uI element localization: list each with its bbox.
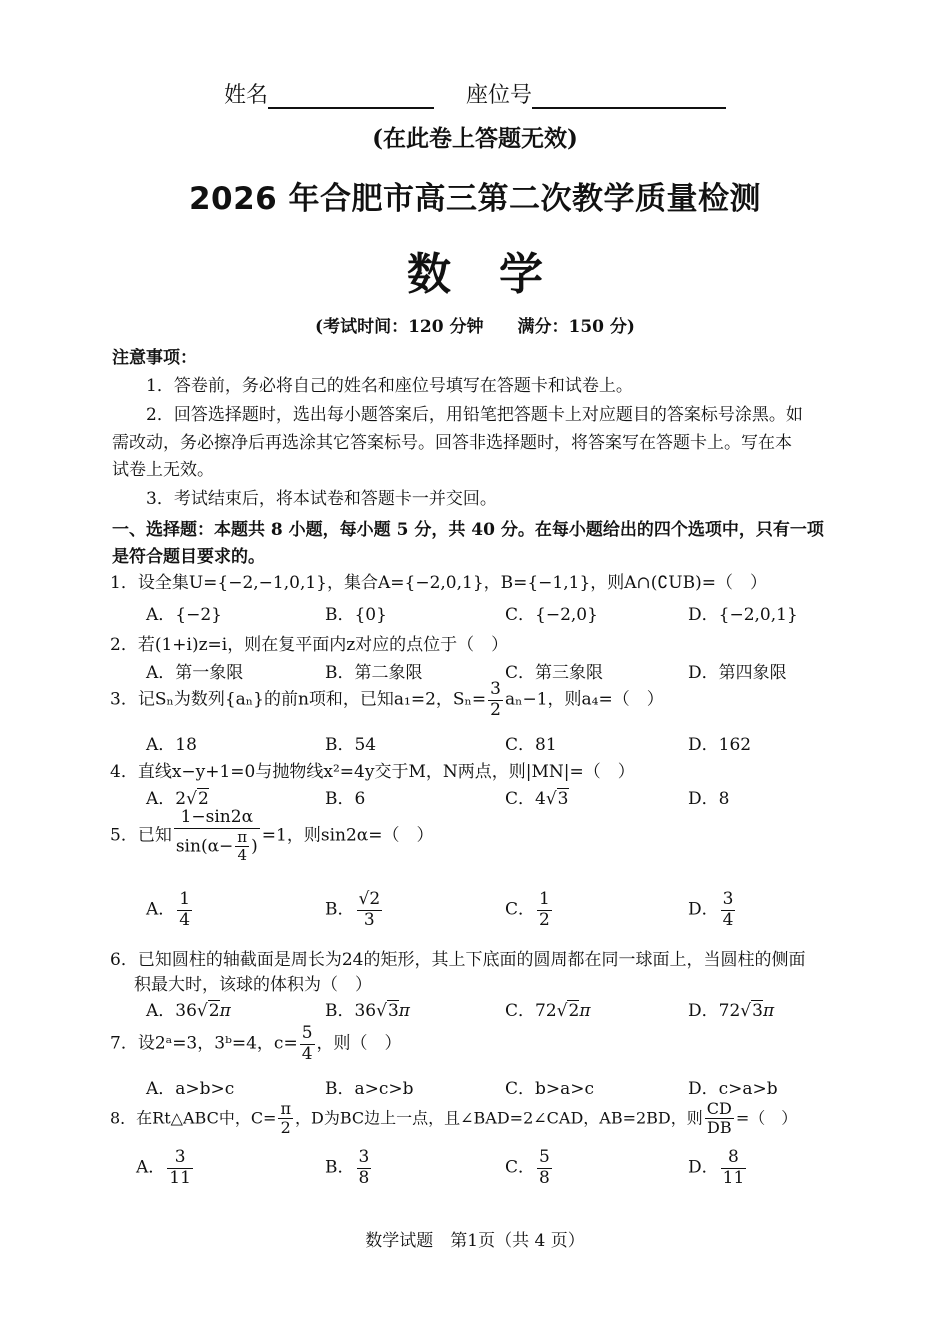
option-c: C．72√2π [505,1001,591,1021]
option-a: A．{−2} [146,605,222,625]
fraction-numerator: π [280,1099,291,1118]
option-b [325,1148,373,1188]
option-label: A． [136,1157,166,1178]
option-b: B．第二象限 [325,663,423,683]
exam-title: 2026 年合肥市高三第二次教学质量检测 [188,181,762,217]
option-c: C．4√3 [505,789,569,809]
option-d [688,890,737,930]
pi-symbol: π [219,1001,231,1021]
fraction [278,1100,293,1138]
question-stem: 6．已知圆柱的轴截面是周长为24的矩形，其上下底面的圆周都在同一球面上，当圆柱的侧面 [110,950,806,970]
fraction-denominator: 11 [169,1167,191,1188]
fraction [537,1148,552,1188]
option-a: A．36√2π [146,1001,231,1021]
option-c: C．b>a>c [505,1079,595,1099]
stem-part: 7．设2ᵃ=3，3ᵇ=4，c= [110,1033,298,1054]
stem-part: 5．已知 [110,825,172,846]
fraction-numerator: 3 [358,1147,370,1167]
fraction-denominator: 8 [539,1167,550,1188]
fraction-numerator: 1 [539,889,550,909]
option-label: C．4 [505,789,546,809]
option-a: A．a>b>c [146,1079,235,1099]
fraction-numerator: 1 [179,889,191,909]
option-label: B． [325,899,355,920]
option-a [136,1148,195,1188]
stem-part: =1，则sin2α=（ ） [261,825,434,846]
fraction [721,890,736,930]
question-stem [110,808,434,864]
fraction [537,890,552,930]
fraction [705,1100,734,1138]
section-heading: 是符合题目要求的。 [112,547,265,567]
stem-part: ，则（ ） [316,1033,402,1054]
fraction [357,890,383,930]
note-item: 3．考试结束后，将本试卷和答题卡一并交回。 [146,489,497,509]
note-item: 试卷上无效。 [112,460,214,480]
fraction-numerator: 3 [490,679,501,699]
inner-fraction [235,829,249,865]
fraction [357,1148,372,1188]
option-d: D．c>a>b [688,1079,778,1099]
fraction-denominator: 3 [363,909,375,930]
seat-blank [532,85,726,109]
question-stem: 积最大时，该球的体积为（ ） [134,975,372,995]
option-d [688,1148,748,1188]
fraction [177,890,192,930]
option-d: D．第四象限 [688,663,787,683]
option-b [325,890,384,930]
fraction-denominator: 2 [280,1118,291,1138]
option-a [146,890,194,930]
option-label: C． [505,899,536,920]
stem-part: 8．在Rt△ABC中，C= [110,1108,277,1128]
fraction-denominator: 2 [490,699,501,720]
fraction-denominator: 4 [301,1043,313,1064]
question-stem [110,1024,402,1064]
option-label: C． [505,1157,536,1178]
den-part: sin(α− [175,835,234,856]
option-a: A．2√2 [146,789,209,809]
den-part: ) [251,835,258,856]
option-d: D．8 [688,789,730,809]
sqrt-radicand: 3 [557,789,569,809]
name-label: 姓名 [223,83,268,108]
question-stem: 4．直线x−y+1=0与抛物线x²=4y交于M，N两点，则|MN|=（ ） [110,762,635,782]
option-label: D． [688,1157,719,1178]
note-item: 2．回答选择题时，选出每小题答案后，用铅笔把答题卡上对应题目的答案标号涂黑。如 [146,405,803,425]
fraction-denominator: 11 [722,1167,745,1188]
question-stem [110,680,664,720]
note-item: 需改动，务必擦净后再选涂其它答案标号。回答非选择题时，将答案写在答题卡上。写在本 [112,433,792,453]
option-b: B．a>c>b [325,1079,414,1099]
option-d: D．{−2,0,1} [688,605,798,625]
page-footer: 数学试题 第1页（共 4 页） [365,1231,585,1251]
fraction [300,1024,315,1064]
subject-title: 数学 [407,249,591,300]
option-label: A． [146,899,176,920]
fraction-denominator: 8 [358,1167,370,1188]
fraction-denominator: 2 [539,909,550,930]
question-stem [110,1100,797,1138]
option-label: C．72 [505,1001,557,1021]
fraction-numerator: 8 [721,1148,747,1169]
sqrt-radicand: 3 [387,1001,399,1021]
fraction-numerator: 1−sin2α [174,808,260,829]
fraction [174,808,260,864]
fraction-denominator: DB [707,1118,732,1138]
student-info-line [0,78,950,109]
option-c [505,1148,554,1188]
fraction-numerator: 3 [167,1148,193,1169]
option-a: A．第一象限 [146,663,244,683]
option-label: B．36 [325,1001,377,1021]
fraction [488,680,503,720]
stem-part: =（ ） [735,1108,798,1128]
fraction [167,1148,193,1188]
notes-heading: 注意事项： [112,348,197,368]
option-label: D．72 [688,1001,741,1021]
fraction-numerator: 3 [722,889,734,909]
option-label: D． [688,899,719,920]
stem-part: 3．记Sₙ为数列{aₙ}的前n项和，已知a₁=2，Sₙ= [110,689,487,710]
fraction [721,1148,747,1188]
name-blank [268,85,434,109]
pi-symbol: π [579,1001,591,1021]
stem-part: aₙ−1，则a₄=（ ） [504,689,664,710]
option-b: B．{0} [325,605,387,625]
option-b: B．6 [325,789,366,809]
question-stem: 2．若(1+i)z=i，则在复平面内z对应的点位于（ ） [110,635,509,655]
sqrt-radicand: 3 [752,1001,763,1021]
fraction-denominator: 4 [179,909,191,930]
exam-info: (考试时间：120 分钟 满分：150 分) [315,317,635,337]
option-b: B．36√3π [325,1001,410,1021]
fraction-numerator: 5 [539,1147,550,1167]
sqrt-radicand: 2 [197,789,209,809]
invalid-notice: (在此卷上答题无效) [372,125,578,152]
question-stem: 1．设全集U={−2,−1,0,1}，集合A={−2,0,1}，B={−1,1}，则A∩(∁UB)=（ ） [110,573,767,593]
sqrt-radicand: 2 [568,1001,580,1021]
fraction-numerator: CD [706,1099,732,1118]
option-d: D．162 [688,735,752,755]
option-label: A．2 [146,789,187,809]
option-c: C．第三象限 [505,663,604,683]
section-heading: 一、选择题：本题共 8 小题，每小题 5 分，共 40 分。在每小题给出的四个选项中，只有一项 [112,520,824,540]
inner-numerator: π [237,827,248,846]
option-d: D．72√3π [688,1001,775,1021]
option-label: A．36 [146,1001,197,1021]
fraction-denominator [174,829,260,865]
option-c: C．81 [505,735,557,755]
option-a: A．18 [146,735,197,755]
pi-symbol: π [762,1001,775,1021]
sqrt-radicand: 2 [208,1001,220,1021]
pi-symbol: π [398,1001,410,1021]
fraction-numerator: √2 [358,889,381,909]
fraction-numerator: 5 [301,1023,313,1043]
option-b: B．54 [325,735,377,755]
fraction-denominator: 4 [722,909,734,930]
inner-denominator: 4 [237,845,247,864]
note-item: 1．答卷前，务必将自己的姓名和座位号填写在答题卡和试卷上。 [146,376,633,396]
option-c: C．{−2,0} [505,605,598,625]
stem-part: ，D为BC边上一点，且∠BAD=2∠CAD，AB=2BD，则 [294,1108,703,1128]
seat-label: 座位号 [466,83,533,108]
option-label: B． [325,1157,355,1178]
option-c [505,890,554,930]
